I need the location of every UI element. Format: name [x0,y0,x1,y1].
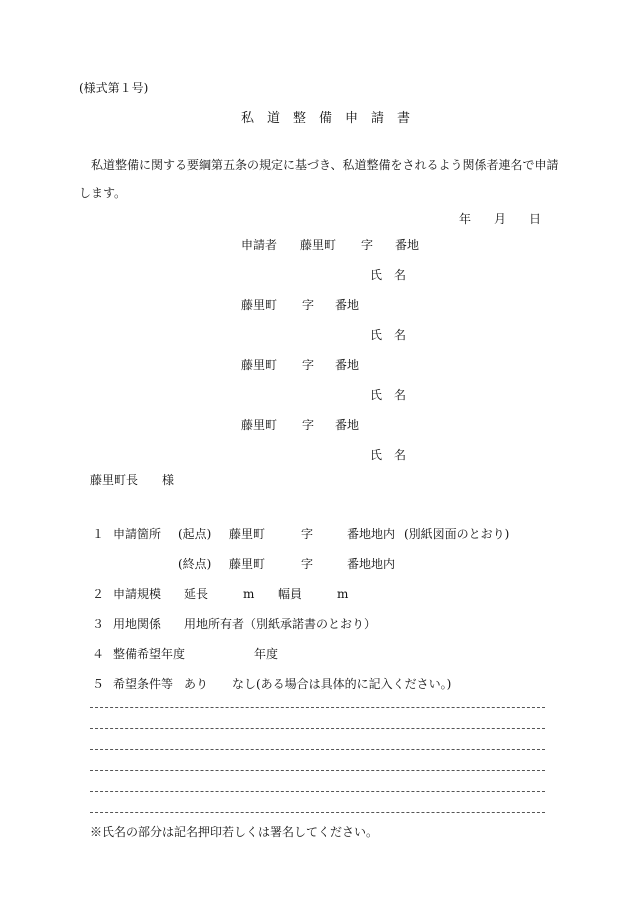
item-1-start-note: (別紙図面のとおり) [404,527,510,541]
item-1-start-town: 藤里町 [229,527,266,541]
intro-line-2: します。 [79,186,127,200]
item-2-length-unit: m [243,587,255,601]
item-2-number: ２ [92,587,105,601]
item-5-number: ５ [92,677,105,691]
item-1-end-town: 藤里町 [229,557,266,571]
item-5-label: 希望条件等 [113,677,174,691]
item-1-start-banchi: 番地地内 [347,527,396,541]
address-4-town: 藤里町 [241,418,278,432]
item-5-nashi: なし(ある場合は具体的に記入ください。) [232,677,452,691]
address-4-banchi: 番地 [335,418,360,432]
item-1-end-banchi: 番地地内 [347,557,396,571]
item-5-ari: あり [184,677,209,691]
item-2-label: 申請規模 [113,587,162,601]
item-2-width-unit: m [337,587,349,601]
address-2-banchi: 番地 [335,298,360,312]
intro-line-1: 私道整備に関する要綱第五条の規定に基づき、私道整備をされるよう関係者連名で申請 [91,158,559,172]
item-2-length-label: 延長 [184,587,209,601]
address-1-town: 藤里町 [300,238,337,252]
item-3-label: 用地関係 [113,617,162,631]
address-1-banchi: 番地 [395,238,420,252]
address-2-town: 藤里町 [241,298,278,312]
form-number: (様式第１号) [79,81,149,95]
address-2-name-label: 氏 名 [370,328,407,342]
addressee: 藤里町長 様 [90,473,175,487]
applicant-label: 申請者 [241,238,278,252]
item-3-number: ３ [92,617,105,631]
date-day-label: 日 [529,212,542,226]
item-4-label: 整備希望年度 [113,647,186,661]
entry-line-3[interactable] [90,749,545,750]
item-1-start-aza: 字 [301,527,314,541]
address-3-town: 藤里町 [241,358,278,372]
item-4-unit: 年度 [254,647,279,661]
entry-line-5[interactable] [90,791,545,792]
entry-line-6[interactable] [90,812,545,813]
footnote: ※氏名の部分は記名押印若しくは署名してください。 [90,825,379,839]
address-3-name-label: 氏 名 [370,388,407,402]
date-month-label: 月 [494,212,507,226]
date-year-label: 年 [459,212,472,226]
address-1-aza: 字 [361,238,374,252]
item-1-end-tag: (終点) [178,557,212,571]
entry-line-1[interactable] [90,707,545,708]
address-1-name-label: 氏 名 [370,268,407,282]
item-1-number: １ [92,527,105,541]
address-3-aza: 字 [302,358,315,372]
item-1-start-tag: (起点) [178,527,212,541]
address-4-name-label: 氏 名 [370,448,407,462]
address-2-aza: 字 [302,298,315,312]
entry-line-2[interactable] [90,728,545,729]
address-4-aza: 字 [302,418,315,432]
address-3-banchi: 番地 [335,358,360,372]
item-1-label: 申請箇所 [113,527,162,541]
item-1-end-aza: 字 [301,557,314,571]
item-2-width-label: 幅員 [278,587,303,601]
item-4-number: ４ [92,647,105,661]
document-title: 私 道 整 備 申 請 書 [241,111,411,126]
item-3-text: 用地所有者（別紙承諾書のとおり） [184,617,377,631]
entry-line-4[interactable] [90,770,545,771]
